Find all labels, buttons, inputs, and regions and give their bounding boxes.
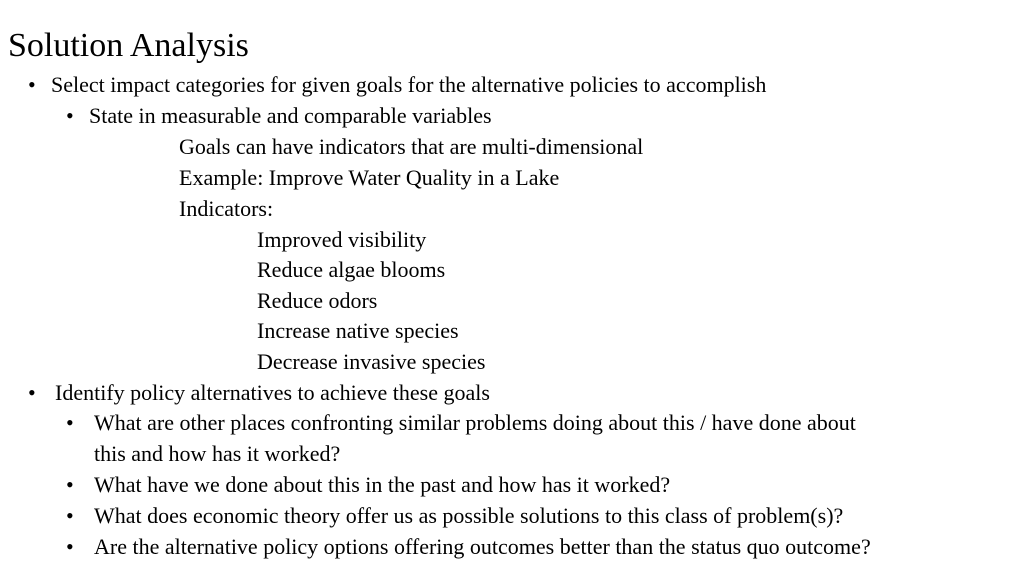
question-item-continuation: this and how has it worked? [94,441,341,466]
text-indicators-label: Indicators: [179,196,274,221]
text-example: Example: Improve Water Quality in a Lake [179,165,560,190]
question-item: What have we done about this in the past and how has it worked? [94,472,671,497]
bullet-icon: • [66,503,74,528]
bullet-identify-policy: Identify policy alternatives to achieve these goals [55,380,490,405]
indicator-item: Reduce algae blooms [257,257,446,282]
slide-title: Solution Analysis [8,27,249,64]
bullet-icon: • [28,380,36,405]
bullet-icon: • [66,410,74,435]
question-item: What are other places confronting similar problems doing about this / have done about [94,410,856,435]
indicator-item: Decrease invasive species [257,349,486,374]
indicator-item: Improved visibility [257,227,427,252]
bullet-icon: • [66,103,74,128]
bullet-select-impact: Select impact categories for given goals for the alternative policies to accomplish [51,72,767,97]
indicator-item: Increase native species [257,318,459,343]
bullet-icon: • [66,534,74,559]
bullet-icon: • [66,472,74,497]
text-goals-indicators: Goals can have indicators that are multi-dimensional [179,134,644,159]
indicator-item: Reduce odors [257,288,378,313]
bullet-state-measurable: State in measurable and comparable variables [89,103,492,128]
bullet-icon: • [28,72,36,97]
question-item: What does economic theory offer us as possible solutions to this class of problem(s)? [94,503,844,528]
question-item: Are the alternative policy options offering outcomes better than the status quo outcome? [94,534,871,559]
